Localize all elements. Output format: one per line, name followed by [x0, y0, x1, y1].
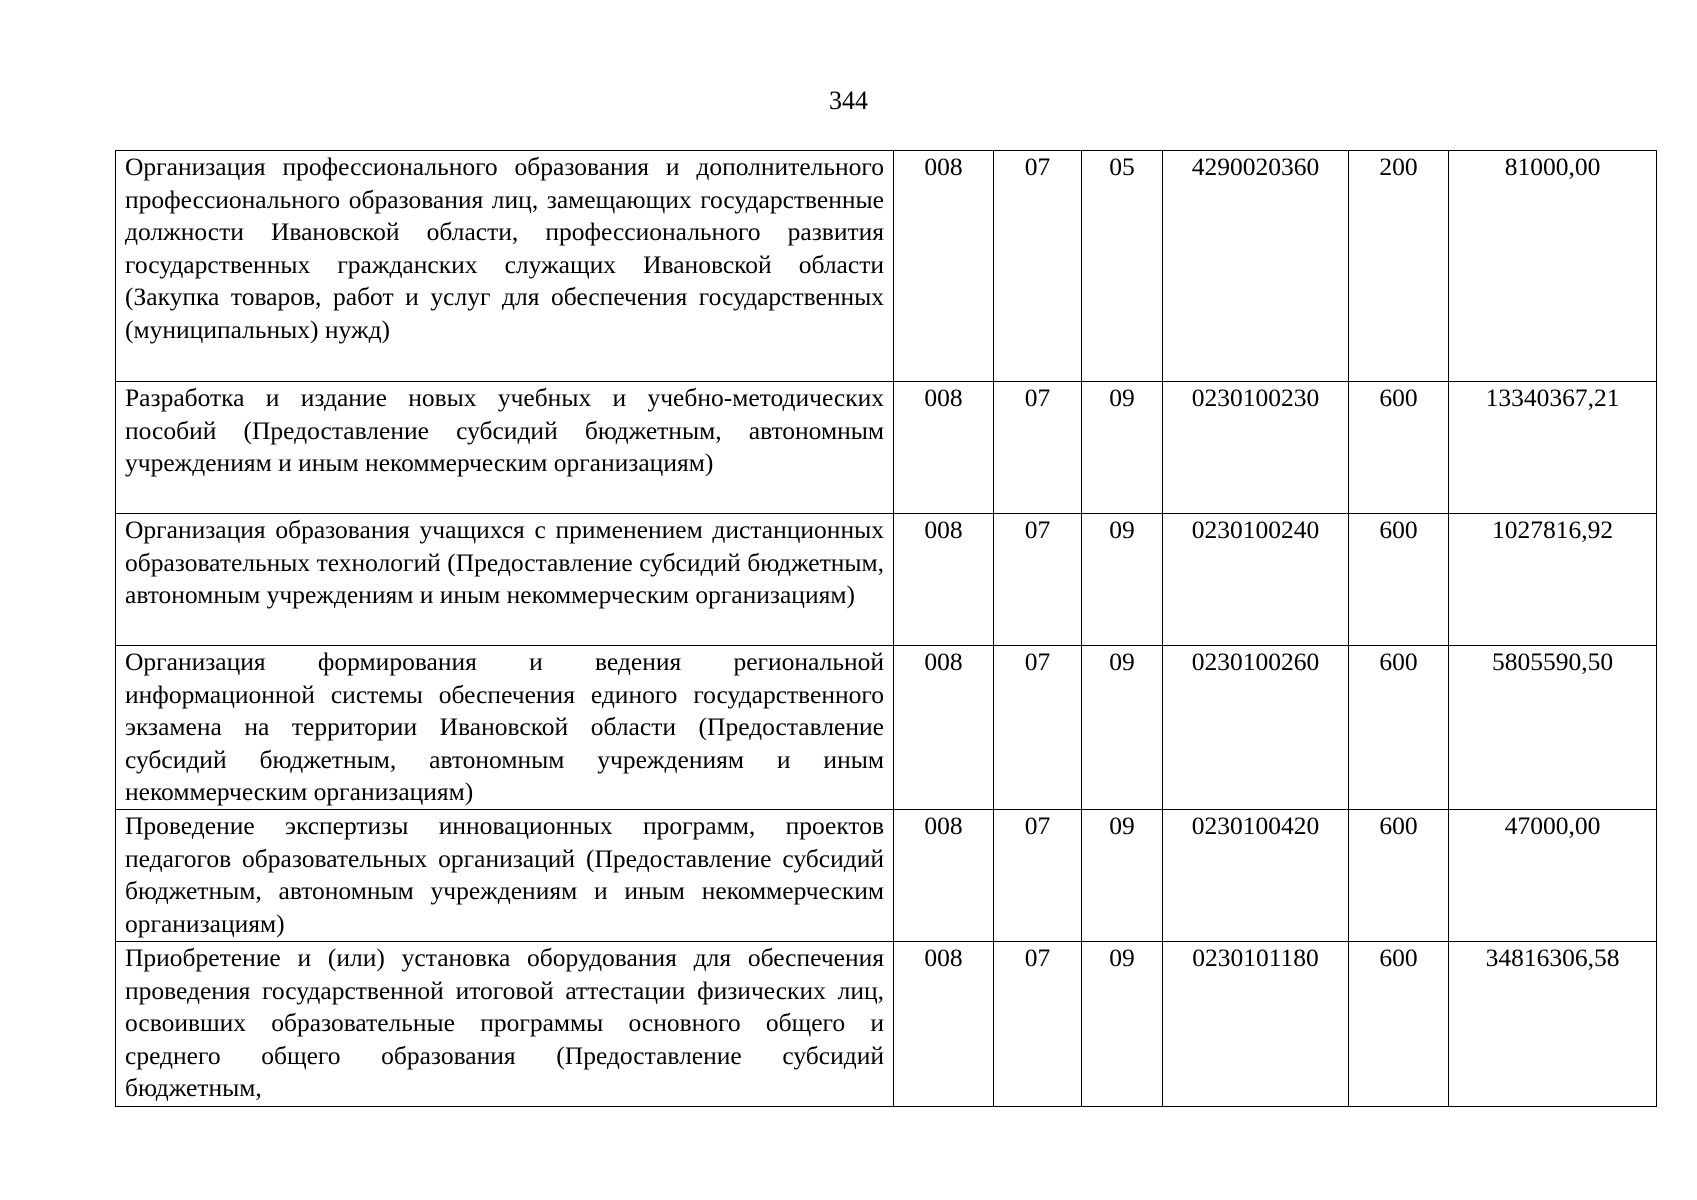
expense-type-code: 600	[1349, 942, 1449, 1107]
table-row	[116, 382, 1657, 514]
row-description: Организация формирования и ведения региональной информационной системы обеспечения единого государственного экзамена на территории Ивановской области (Предоставление субсидий бюджетным, автономным учреждениям и иным некоммерческим организациям)	[116, 646, 894, 810]
target-article-code: 0230100260	[1163, 646, 1349, 810]
subsection-code: 09	[1082, 514, 1163, 646]
row-description: Разработка и издание новых учебных и учебно-методических пособий (Предоставление субсидий бюджетным, автономным учреждениям и иным некоммерческим организациям)	[116, 382, 894, 514]
target-article-code: 0230101180	[1163, 942, 1349, 1107]
table-row	[116, 151, 1657, 382]
target-article-code: 4290020360	[1163, 151, 1349, 382]
subsection-code: 09	[1082, 942, 1163, 1107]
ministry-code: 008	[894, 810, 994, 942]
table-row	[116, 942, 1657, 1107]
table-row	[116, 514, 1657, 646]
ministry-code: 008	[894, 942, 994, 1107]
ministry-code: 008	[894, 382, 994, 514]
target-article-code: 0230100230	[1163, 382, 1349, 514]
amount: 34816306,58	[1449, 942, 1657, 1107]
target-article-code: 0230100240	[1163, 514, 1349, 646]
row-description: Организация образования учащихся с применением дистанционных образовательных технологий (Предоставление субсидий бюджетным, автономным учреждениям и иным некоммерческим организациям)	[116, 514, 894, 646]
table-row	[116, 810, 1657, 942]
row-description: Организация профессионального образования и дополнительного профессионального образования лиц, замещающих государственные должности Ивановской области, профессионального развития государственных гражданских служащих Ивановской области (Закупка товаров, работ и услуг для обеспечения государственных (муниципальных) нужд)	[116, 151, 894, 382]
subsection-code: 05	[1082, 151, 1163, 382]
subsection-code: 09	[1082, 646, 1163, 810]
section-code: 07	[994, 646, 1082, 810]
table-row	[116, 646, 1657, 810]
section-code: 07	[994, 382, 1082, 514]
amount: 5805590,50	[1449, 646, 1657, 810]
expense-type-code: 600	[1349, 382, 1449, 514]
amount: 1027816,92	[1449, 514, 1657, 646]
expense-type-code: 600	[1349, 514, 1449, 646]
amount: 47000,00	[1449, 810, 1657, 942]
section-code: 07	[994, 514, 1082, 646]
section-code: 07	[994, 942, 1082, 1107]
expense-type-code: 200	[1349, 151, 1449, 382]
expense-type-code: 600	[1349, 810, 1449, 942]
ministry-code: 008	[894, 151, 994, 382]
row-description: Проведение экспертизы инновационных программ, проектов педагогов образовательных организаций (Предоставление субсидий бюджетным, автономным учреждениям и иным некоммерческим организациям)	[116, 810, 894, 942]
section-code: 07	[994, 151, 1082, 382]
subsection-code: 09	[1082, 810, 1163, 942]
budget-table	[115, 150, 1657, 1107]
expense-type-code: 600	[1349, 646, 1449, 810]
amount: 13340367,21	[1449, 382, 1657, 514]
page-number: 344	[829, 86, 868, 115]
row-description: Приобретение и (или) установка оборудования для обеспечения проведения государственной итоговой аттестации физических лиц, освоивших образовательные программы основного общего и среднего общего образования (Предоставление субсидий бюджетным,	[116, 942, 894, 1107]
amount: 81000,00	[1449, 151, 1657, 382]
section-code: 07	[994, 810, 1082, 942]
ministry-code: 008	[894, 514, 994, 646]
subsection-code: 09	[1082, 382, 1163, 514]
target-article-code: 0230100420	[1163, 810, 1349, 942]
ministry-code: 008	[894, 646, 994, 810]
